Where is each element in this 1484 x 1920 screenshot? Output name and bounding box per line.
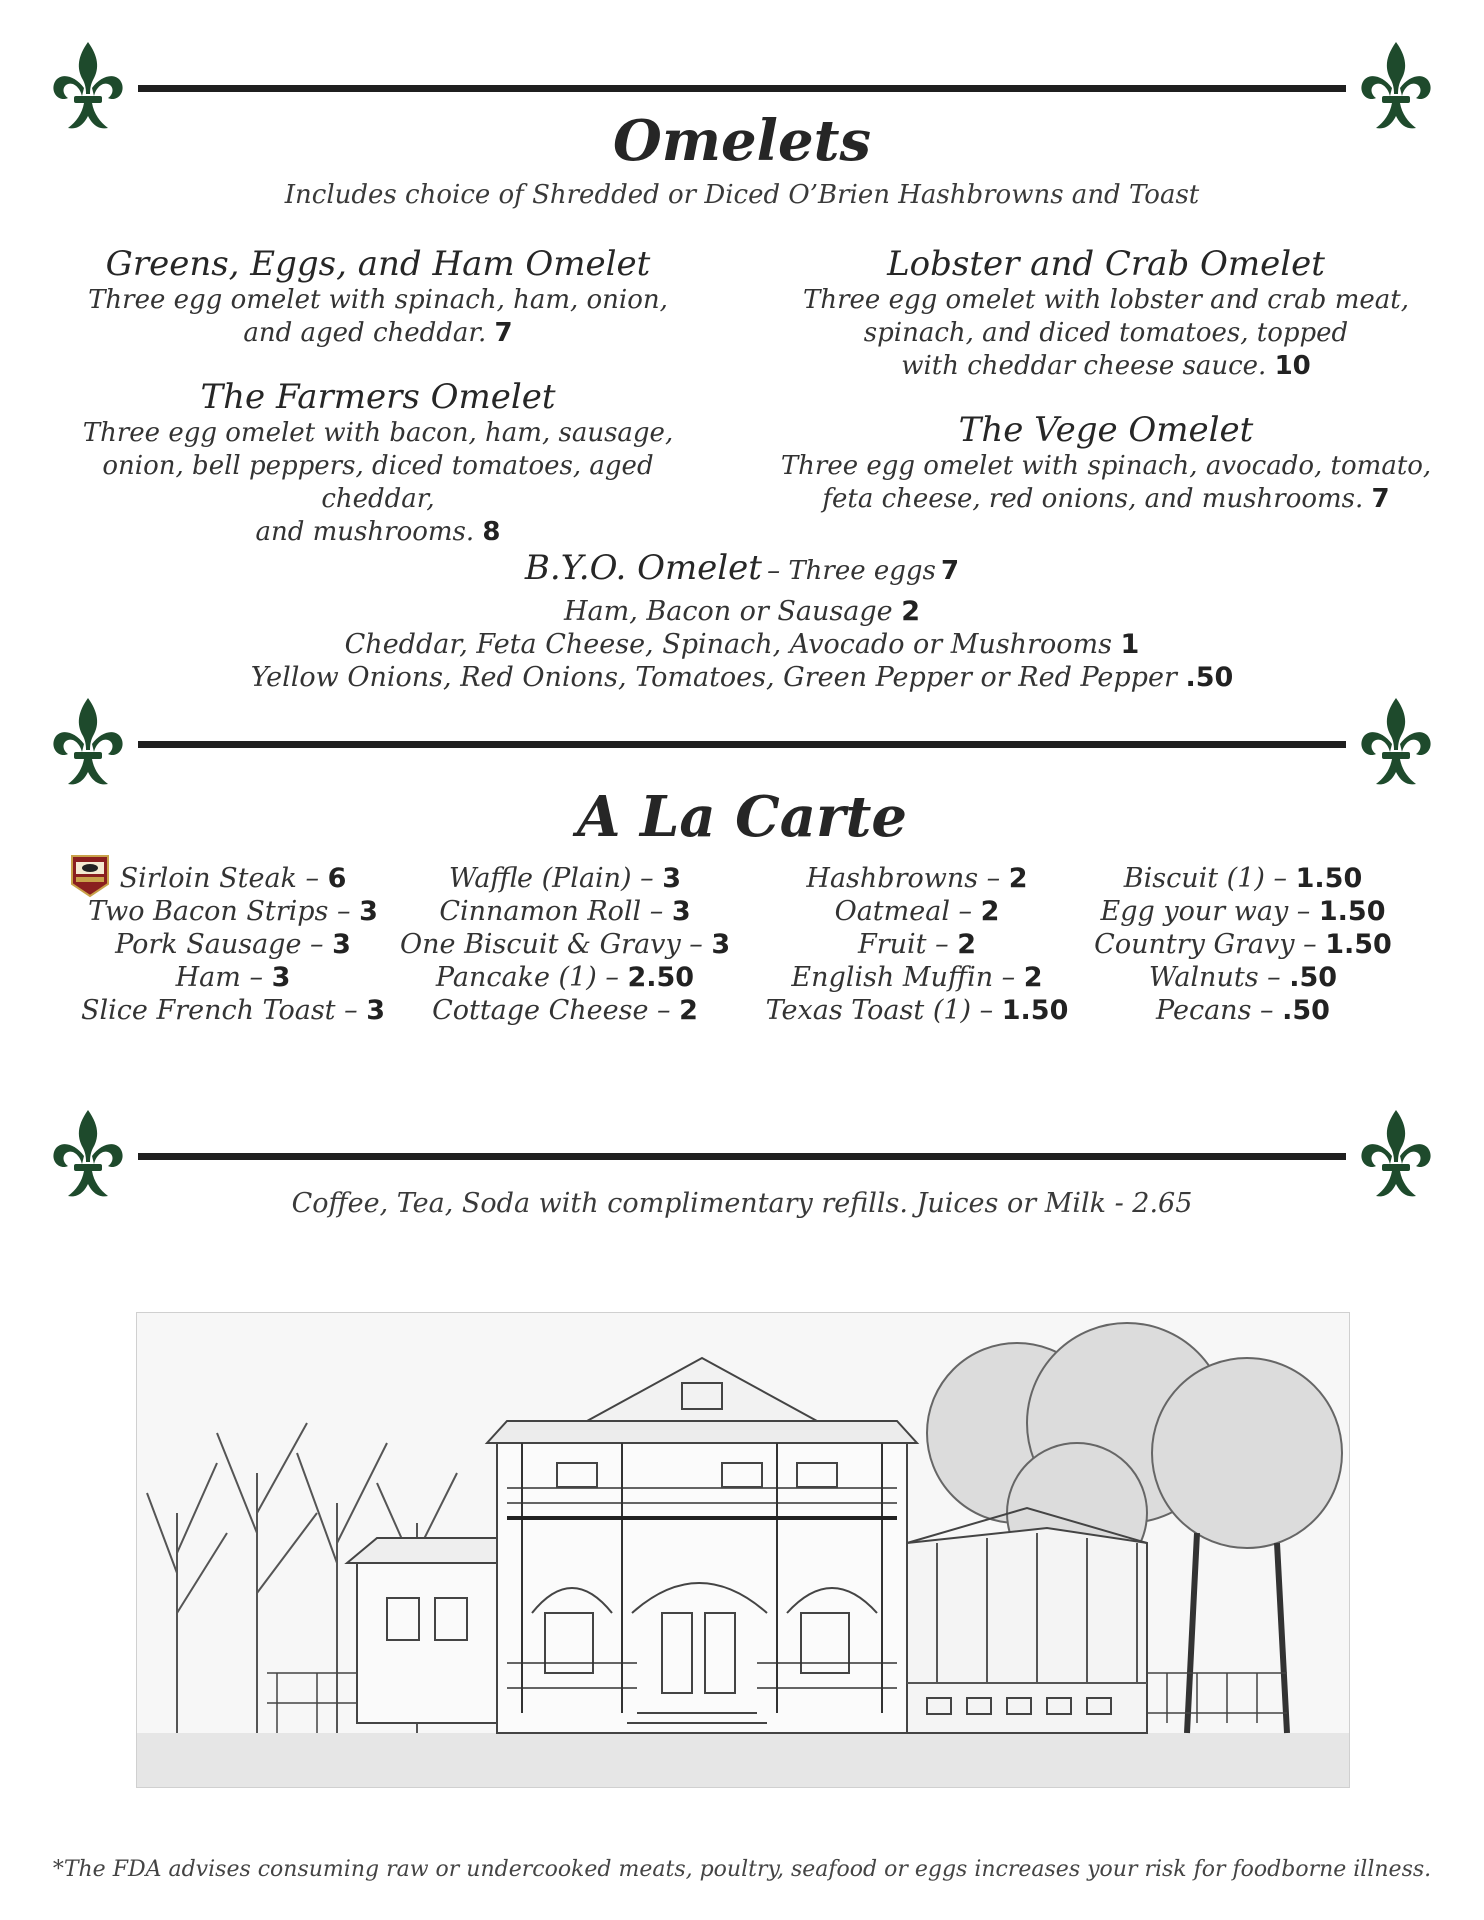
item-price: 3 — [671, 896, 691, 927]
item-price: .50 — [1282, 995, 1330, 1026]
item-price: 3 — [366, 995, 385, 1026]
list-item — [400, 961, 730, 994]
item-name: Two Bacon Strips – — [88, 896, 351, 927]
item-name: English Muffin – — [791, 962, 1016, 993]
fleur-de-lis-icon — [1356, 694, 1436, 794]
item-price: 1.50 — [1001, 995, 1069, 1026]
item-price: .50 — [1289, 962, 1338, 993]
a-la-carte-column — [752, 862, 1082, 1027]
list-item — [752, 994, 1082, 1027]
menu-item — [776, 410, 1436, 516]
item-price: 7 — [494, 318, 513, 348]
item-name: Ham – — [175, 962, 263, 993]
fleur-de-lis-icon — [48, 694, 128, 794]
beverages-note: Coffee, Tea, Soda with complimentary refills. Juices or Milk - 2.65 — [291, 1188, 1193, 1219]
item-price: 10 — [1274, 351, 1311, 381]
list-item — [68, 862, 398, 895]
item-price: 6 — [327, 863, 347, 894]
list-item — [752, 895, 1082, 928]
item-name: Fruit – — [858, 929, 949, 960]
list-item — [68, 895, 398, 928]
desc-line: Three egg omelet with spinach, ham, onion, — [88, 285, 668, 315]
a-la-carte-column — [1078, 862, 1408, 1027]
desc-line: and mushrooms. — [255, 517, 475, 547]
desc-line: and aged cheddar. — [243, 318, 487, 348]
item-name: Pancake (1) – — [435, 962, 619, 993]
list-item — [1078, 928, 1408, 961]
item-name: One Biscuit & Gravy – — [400, 929, 703, 960]
byo-tag: – Three eggs — [767, 556, 936, 586]
item-desc — [776, 284, 1436, 383]
fda-disclaimer: *The FDA advises consuming raw or undercooked meats, poultry, seafood or eggs increases your risk for foodborne illness. — [52, 1857, 1432, 1882]
item-name: Oatmeal – — [834, 896, 973, 927]
byo-addon — [0, 596, 1484, 627]
desc-line: Three egg omelet with bacon, ham, sausage, — [82, 418, 674, 448]
menu-item — [48, 244, 708, 350]
item-price: 2 — [1023, 962, 1043, 993]
byo-name: B.Y.O. Omelet — [524, 548, 762, 588]
item-name: Walnuts – — [1148, 962, 1281, 993]
addon-price: .50 — [1185, 662, 1234, 693]
item-name: Hashbrowns – — [806, 863, 1001, 894]
item-name: Country Gravy – — [1094, 929, 1317, 960]
item-price: 3 — [332, 929, 351, 960]
list-item — [1078, 895, 1408, 928]
list-item — [68, 961, 398, 994]
item-name: Pork Sausage – — [115, 929, 324, 960]
omelets-title: Omelets — [613, 108, 871, 174]
divider-rule — [138, 741, 1346, 748]
item-name: Cottage Cheese – — [432, 995, 671, 1026]
item-name: Slice French Toast – — [81, 995, 358, 1026]
item-price: 7 — [1371, 484, 1390, 514]
byo-addon — [0, 629, 1484, 660]
addon-text: Yellow Onions, Red Onions, Tomatoes, Green Pepper or Red Pepper — [250, 662, 1177, 693]
list-item — [400, 895, 730, 928]
byo-addon — [0, 662, 1484, 693]
divider-rule — [138, 85, 1346, 92]
item-price: 3 — [359, 896, 378, 927]
item-name: The Vege Omelet — [958, 410, 1254, 450]
item-name: Lobster and Crab Omelet — [887, 244, 1325, 284]
addon-text: Cheddar, Feta Cheese, Spinach, Avocado or Mushrooms — [344, 629, 1112, 660]
house-sketch-illustration — [136, 1312, 1350, 1788]
item-desc — [48, 284, 708, 350]
item-price: 8 — [482, 517, 501, 547]
item-name: Greens, Eggs, and Ham Omelet — [105, 244, 651, 284]
list-item — [68, 928, 398, 961]
desc-line: with cheddar cheese sauce. — [901, 351, 1267, 381]
addon-price: 1 — [1120, 629, 1140, 660]
item-name: Texas Toast (1) – — [765, 995, 994, 1026]
item-price: 1.50 — [1325, 929, 1392, 960]
item-name: The Farmers Omelet — [200, 377, 556, 417]
list-item — [752, 961, 1082, 994]
list-item — [400, 862, 730, 895]
divider-rule — [138, 1153, 1346, 1160]
a-la-carte-column — [68, 862, 398, 1027]
item-price: 2 — [679, 995, 698, 1026]
item-price: 2 — [980, 896, 1000, 927]
item-name: Pecans – — [1156, 995, 1274, 1026]
item-desc — [776, 450, 1436, 516]
list-item — [400, 928, 730, 961]
desc-line: feta cheese, red onions, and mushrooms. — [822, 484, 1364, 514]
item-name: Cinnamon Roll – — [439, 896, 664, 927]
list-item — [1078, 862, 1408, 895]
item-price: 3 — [662, 863, 682, 894]
item-price: 2.50 — [627, 962, 695, 993]
item-desc — [48, 417, 708, 549]
item-name: Biscuit (1) – — [1123, 863, 1288, 894]
item-price: 1.50 — [1295, 863, 1363, 894]
list-item — [752, 862, 1082, 895]
desc-line: spinach, and diced tomatoes, topped — [863, 318, 1349, 348]
item-name: Waffle (Plain) – — [448, 863, 654, 894]
list-item — [400, 994, 730, 1027]
list-item — [68, 994, 398, 1027]
item-price: 2 — [957, 929, 976, 960]
omelets-subtitle: Includes choice of Shredded or Diced O’Brien Hashbrowns and Toast — [284, 180, 1200, 210]
byo-omelet — [0, 548, 1484, 588]
menu-item — [48, 377, 708, 549]
list-item — [1078, 961, 1408, 994]
list-item — [752, 928, 1082, 961]
item-price: 2 — [1008, 863, 1028, 894]
desc-line: Three egg omelet with lobster and crab meat, — [803, 285, 1409, 315]
item-name: Egg your way – — [1100, 896, 1311, 927]
addon-price: 2 — [901, 596, 921, 627]
byo-price: 7 — [941, 556, 960, 586]
desc-line: onion, bell peppers, diced tomatoes, aged cheddar, — [102, 451, 654, 514]
item-name: Sirloin Steak – — [119, 863, 319, 894]
menu-item — [776, 244, 1436, 383]
a-la-carte-column — [400, 862, 730, 1027]
desc-line: Three egg omelet with spinach, avocado, tomato, — [780, 451, 1432, 481]
item-price: 3 — [711, 929, 731, 960]
list-item — [1078, 994, 1408, 1027]
divider-middle — [0, 694, 1484, 794]
a-la-carte-title: A La Carte — [577, 784, 907, 850]
item-price: 3 — [271, 962, 291, 993]
addon-text: Ham, Bacon or Sausage — [563, 596, 893, 627]
item-price: 1.50 — [1318, 896, 1386, 927]
